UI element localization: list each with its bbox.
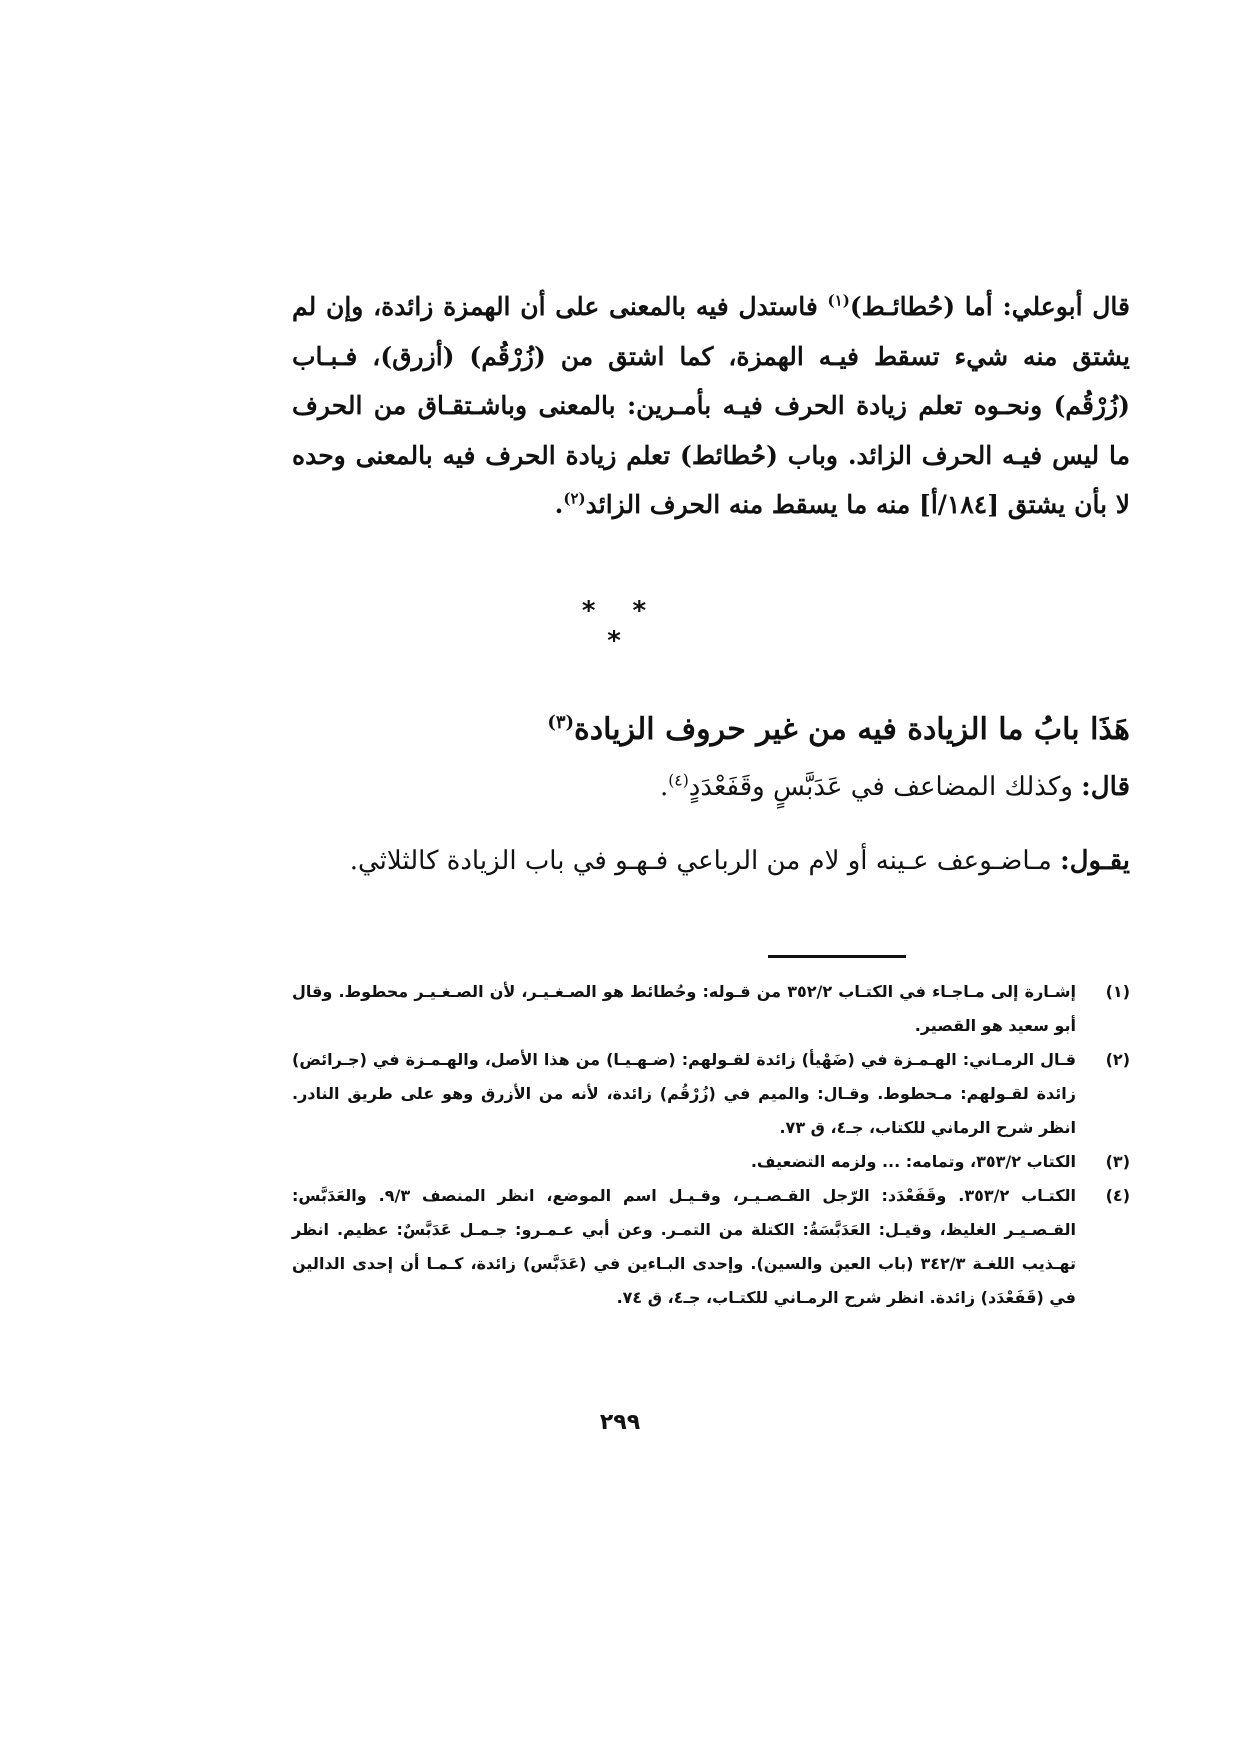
footnote-item bbox=[292, 1145, 1130, 1179]
qala-text: وكذلك المضاعف في عَدَبَّسٍ وقَفَعْدَدٍ bbox=[688, 772, 1082, 802]
footnote-ref-2: (٢) bbox=[563, 489, 586, 508]
footnote-item bbox=[292, 1043, 1130, 1145]
yaqul-text: مـاضـوعف عـينه أو لام من الرباعي فـهـو في باب الزيادة كالثلاثي. bbox=[349, 846, 1061, 876]
footnote-text: قـال الرمـاني: الهـمـزة في (ضَهْيأ) زائدة لقـولهم: (ضـهـيـا) من هذا الأصل، والهـمـزة في (جـرائض) زائدة لقـولهم: مـحطوط. وقـال: والميم في (زُرْقُم) زائدة، لأنه من الأزرق وهو على طريق النادر. انظر شرح الرماني للكتاب، جـ٤، ق ٧٣. bbox=[292, 1050, 1076, 1137]
footnote-text: إشـارة إلى مـاجـاء في الكتـاب ٣٥٢/٢ من قـوله: وحُطائط هو الصـغـيـر، لأن الصـغـيـر محطوط. وقال أبو سعيد هو القصير. bbox=[292, 982, 1077, 1035]
qala-line bbox=[320, 772, 1130, 802]
qala-end: . bbox=[659, 772, 669, 802]
footnote-text: الكتاب ٣٥٣/٢، وتمامه: ... ولزمه التضعيف. bbox=[750, 1152, 1076, 1171]
footnote-number: (٢) bbox=[1105, 1050, 1130, 1069]
section-heading-text: هَذَا بابُ ما الزيادة فيه من غير حروف الزيادة bbox=[574, 712, 1130, 747]
footnote-item bbox=[292, 975, 1130, 1043]
footnote-text: الكتـاب ٣٥٣/٢. وقَفَعْدَد: الرّجل القـصـيـر، وقـيـل اسم الموضع، انظر المنصف ٩/٣. والعَدَبَّس: القـصـيـر الغليظ، وقيـل: العَدَبَّسَةُ: الكتلة من التمـر. وعن أبي عـمـرو: جـمـل عَدَبَّسٌ: عظيم. انظر تهـذيب اللغـة ٣٤٢/٣ (باب العين والسين). وإحدى البـاءين في (عَدَبَّس) زائدة، كـمـا أن إحدى الدالين في (قَفَعْدَد) زائدة. انظر شرح الرمـاني للكتـاب، جـ٤، ق ٧٤. bbox=[292, 1186, 1077, 1307]
page-number: ٢٩٩ bbox=[599, 1410, 641, 1435]
main-paragraph-text-1: قال أبوعلي: أما (حُطائـط) bbox=[849, 292, 1130, 321]
qala-lead: قال: bbox=[1081, 772, 1130, 802]
footnote-divider bbox=[768, 955, 906, 958]
yaqul-lead: يقـول: bbox=[1060, 846, 1130, 876]
footnotes bbox=[292, 975, 1130, 1315]
main-paragraph bbox=[292, 282, 1130, 530]
section-separator: * * * bbox=[581, 596, 661, 656]
footnote-number: (١) bbox=[1105, 982, 1130, 1001]
footnote-item bbox=[292, 1179, 1130, 1315]
footnote-number: (٤) bbox=[1105, 1186, 1130, 1205]
footnote-ref-4: (٤) bbox=[668, 771, 689, 790]
footnote-number: (٣) bbox=[1105, 1152, 1130, 1171]
main-paragraph-text-2: فاستدل فيه بالمعنى على أن الهمزة زائدة، وإن لم يشتق منه شيء تسقط فيـه الهمزة، كما اشتق من (زُرْقُم) (أزرق)، فـبـاب (زُرْقُم) ونحـوه تعلم زيادة الحرف فيـه بأمـرين: بالمعنى وباشـتقـاق من الحرف ما ليس فيـه الحرف الزائد. وباب (حُطائط) تعلم زيادة الحرف فيه بالمعنى وحده لا بأن يشتق [١٨٤/أ] منه ما يسقط منه الحرف الزائد bbox=[292, 292, 1130, 519]
yaqul-paragraph bbox=[292, 832, 1130, 890]
main-paragraph-text-3: . bbox=[554, 490, 564, 519]
section-heading bbox=[320, 712, 1130, 747]
footnote-ref-3: (٣) bbox=[547, 712, 575, 733]
footnote-ref-1: (١) bbox=[827, 291, 850, 310]
